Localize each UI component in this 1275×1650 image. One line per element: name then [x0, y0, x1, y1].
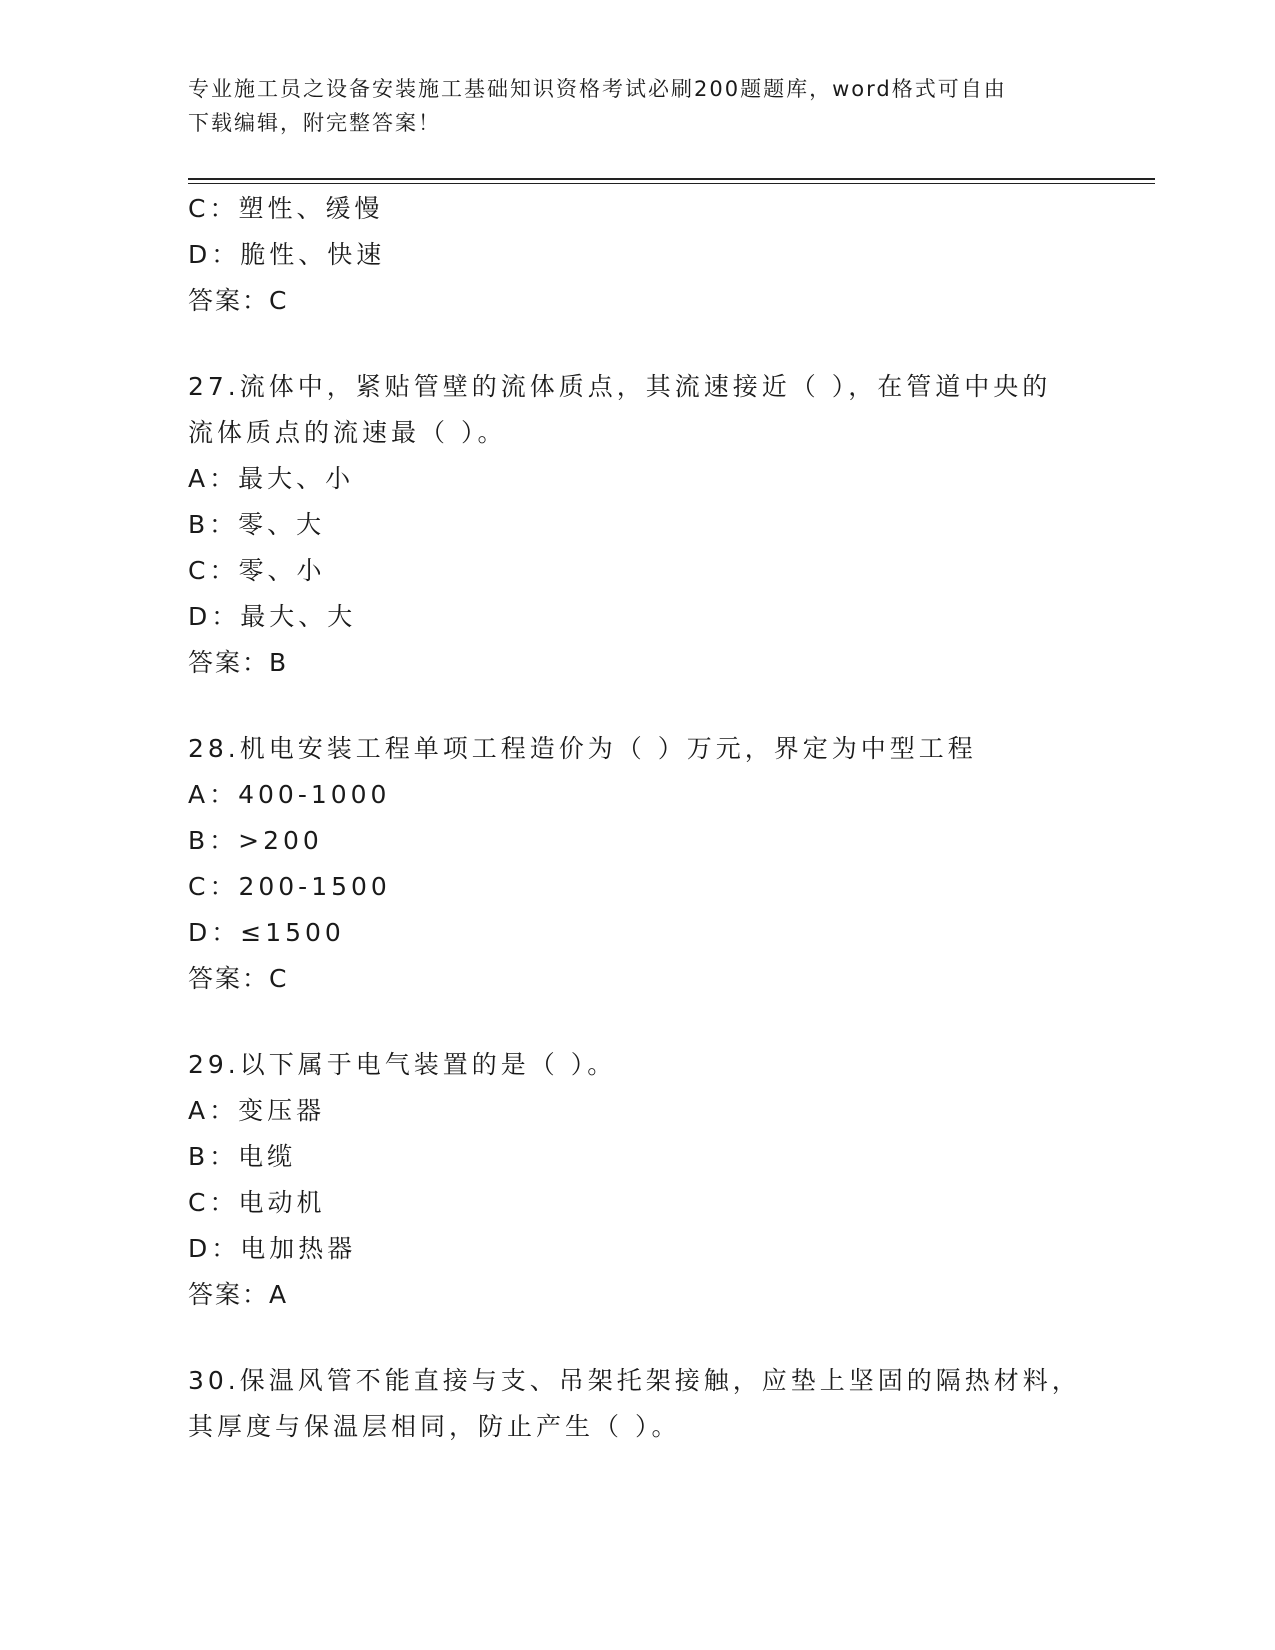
- answer-label: 答案：C: [188, 964, 289, 993]
- option-d: D：≤1500: [188, 918, 345, 947]
- answer-label: 答案：C: [188, 286, 289, 315]
- question-list: [188, 186, 1088, 1450]
- question-text-continued: 其厚度与保温层相同，防止产生（ ）。: [188, 1412, 681, 1441]
- header-divider-thick: [188, 178, 1155, 180]
- option-c: C：零、小: [188, 556, 326, 585]
- option-b: B：电缆: [188, 1142, 297, 1171]
- option-c: C：塑性、缓慢: [188, 194, 384, 223]
- question-text: 28.机电安装工程单项工程造价为（ ）万元，界定为中型工程: [188, 734, 977, 763]
- document-header: [188, 72, 1068, 140]
- option-a: A：变压器: [188, 1096, 326, 1125]
- option-b: B：>200: [188, 826, 323, 855]
- header-line-2: 下载编辑，附完整答案！: [188, 111, 441, 135]
- option-d: D：脆性、快速: [188, 240, 386, 269]
- header-line-1: 专业施工员之设备安装施工基础知识资格考试必刷200题题库，word格式可自由: [188, 77, 1007, 101]
- question-text: 27.流体中，紧贴管壁的流体质点，其流速接近（ ），在管道中央的: [188, 372, 1052, 401]
- question-block-29: [188, 1042, 1088, 1318]
- question-block-27: [188, 364, 1088, 686]
- question-block-26: [188, 186, 1088, 324]
- option-c: C：200-1500: [188, 872, 391, 901]
- option-b: B：零、大: [188, 510, 326, 539]
- option-d: D：电加热器: [188, 1234, 357, 1263]
- option-d: D：最大、大: [188, 602, 357, 631]
- option-a: A：400-1000: [188, 780, 391, 809]
- header-divider-thin: [188, 183, 1155, 184]
- question-block-28: [188, 726, 1088, 1002]
- question-text-continued: 流体质点的流速最（ ）。: [188, 418, 507, 447]
- option-a: A：最大、小: [188, 464, 355, 493]
- option-c: C：电动机: [188, 1188, 326, 1217]
- question-text: 29.以下属于电气装置的是（ ）。: [188, 1050, 617, 1079]
- question-text: 30.保温风管不能直接与支、吊架托架接触，应垫上坚固的隔热材料，: [188, 1366, 1081, 1395]
- question-block-30: [188, 1358, 1088, 1450]
- answer-label: 答案：A: [188, 1280, 289, 1309]
- answer-label: 答案：B: [188, 648, 289, 677]
